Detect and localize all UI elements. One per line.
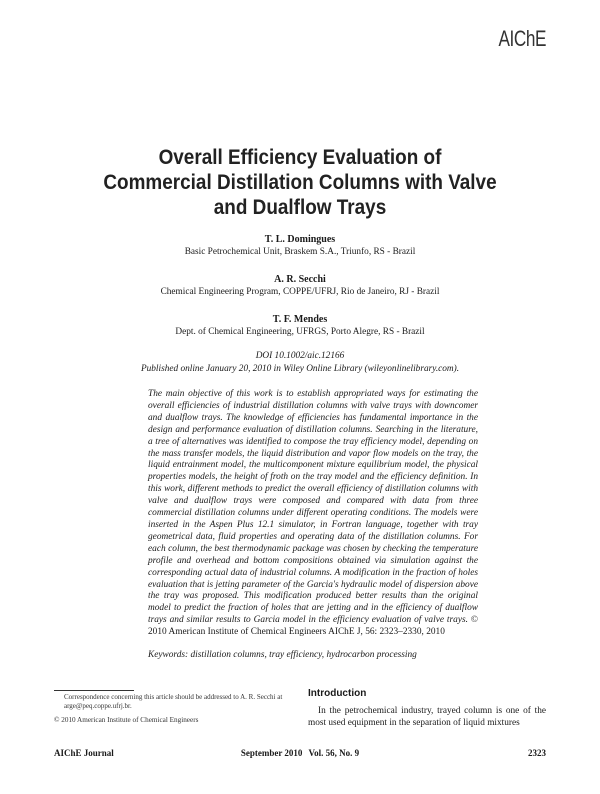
author-block-2 xyxy=(0,273,600,299)
footer-page-number: 2323 xyxy=(528,748,546,758)
introduction-heading: Introduction xyxy=(308,688,367,699)
footnote-copyright: © 2010 American Institute of Chemical Engineers xyxy=(54,716,199,724)
footer-volume: Vol. 56, No. 9 xyxy=(308,748,360,758)
published-online-note: Published online January 20, 2010 in Wiley Online Library (wileyonlinelibrary.com). xyxy=(140,364,460,374)
introduction-text: In the petrochemical industry, trayed column is one of the most used equipment in the separation of liquid mixtures xyxy=(308,706,546,728)
abstract-text: The main objective of this work is to establish appropriated ways for estimating the overall efficiencies of industrial distillation columns with valve trays with downcomer and dualflow trays. The knowledge of efficiencies has fundamental importance in the design and performance evaluation of distillation columns. Searching in the literature, a tree of alternatives was identified to compose the tray efficiency model, depending on the mass transfer models, the liquid distribution and vapor flow models on the tray, the liquid entrainment model, the multicomponent mixture equilibrium model, the physical properties models, the height of froth on the tray model and the efficiency definition. In this work, different methods to predict the overall efficiency of distillation columns with valve and dualflow trays were composed and compared with data from three commercial distillation columns under different operating conditions. The models were inserted in the Aspen Plus 12.1 simulator, in Fortran language, together with tray geometrical data, fluid properties and operating data of the distillation columns. For each column, the best thermodynamic package was chosen by checking the temperature profile and overhead and bottom compositions obtained via simulation against the corresponding actual data of industrial columns. A modification in the fraction of holes evaluation that is jetting parameter of the Garcia's hydraulic model of dispersion above the tray was proposed. This modification produced better results than the original model to predict the fraction of holes that are jetting and in the efficiency of dualflow trays and similar results to Garcia model in the efficiency evaluation of valve trays. xyxy=(148,389,478,626)
correspondence-footnote xyxy=(54,693,294,711)
author-affiliation: Dept. of Chemical Engineering, UFRGS, Porto Alegre, RS - Brazil xyxy=(175,327,425,337)
author-name: A. R. Secchi xyxy=(274,274,326,285)
footer-date: September 2010 xyxy=(240,748,303,758)
author-name: T. L. Domingues xyxy=(264,234,336,245)
correspondence-text: Correspondence concerning this article should be addressed to A. R. Secchi at arge@peq.coppe.ufrj.br. xyxy=(64,693,283,710)
author-affiliation: Chemical Engineering Program, COPPE/UFRJ, Rio de Janeiro, RJ - Brazil xyxy=(160,287,440,297)
abstract-copyright: © 2010 American Institute of Chemical Engineers AIChE J, 56: 2323–2330, 2010 xyxy=(148,615,478,638)
title-line-2: Commercial Distillation Columns with Valve xyxy=(103,170,497,194)
author-block-3 xyxy=(0,313,600,339)
publication-info xyxy=(0,350,600,376)
abstract xyxy=(148,389,478,639)
title-line-1: Overall Efficiency Evaluation of xyxy=(158,145,442,169)
title-line-3: and Dualflow Trays xyxy=(213,195,387,219)
journal-brand-logo: AIChE xyxy=(498,26,546,51)
keywords: Keywords: distillation columns, tray efficiency, hydrocarbon processing xyxy=(148,650,417,660)
author-name: T. F. Mendes xyxy=(272,314,328,325)
footer-issue xyxy=(0,748,600,758)
footer-journal: AIChE Journal xyxy=(54,748,114,758)
article-title xyxy=(60,145,540,220)
doi-link[interactable]: DOI 10.1002/aic.12166 xyxy=(255,351,345,361)
author-affiliation: Basic Petrochemical Unit, Braskem S.A., Triunfo, RS - Brazil xyxy=(184,247,416,257)
author-block-1 xyxy=(0,233,600,259)
footnote-divider xyxy=(54,690,134,691)
